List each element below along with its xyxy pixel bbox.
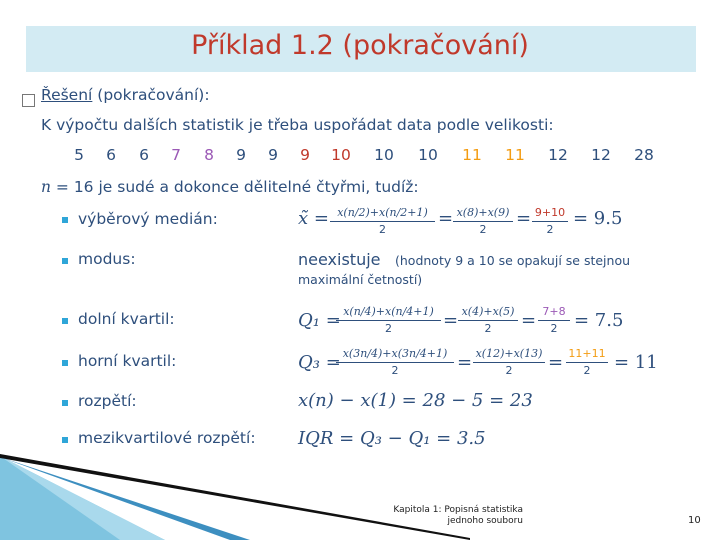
bullet-icon xyxy=(62,217,68,223)
q3-fraction-indices: x(12)+x(13) 2 xyxy=(473,347,545,377)
sorted-value: 7 xyxy=(171,146,181,164)
footer-swoosh xyxy=(0,440,720,540)
sorted-value: 10 xyxy=(331,146,351,164)
n-symbol: n xyxy=(41,178,51,196)
median-eq-2: = xyxy=(516,208,532,229)
range-label: rozpětí: xyxy=(78,392,137,410)
solution-heading xyxy=(41,86,210,104)
bullet-icon xyxy=(62,400,68,406)
iqr-label: mezikvartilové rozpětí: xyxy=(78,429,256,447)
q1-fraction-general: x(n/4)+x(n/4+1) 2 xyxy=(336,305,441,335)
median-symbol: x̃ = xyxy=(298,208,329,229)
bullet-icon xyxy=(62,318,68,324)
sorted-value: 9 xyxy=(300,146,310,164)
q3-eq-1: = xyxy=(457,352,473,373)
sorted-value: 9 xyxy=(268,146,278,164)
median-fraction-values: 9+10 2 xyxy=(532,206,568,236)
median-fraction-general: x(n/2)+x(n/2+1) 2 xyxy=(330,206,435,236)
mode-note-line1: (hodnoty 9 a 10 se opakují se stejnou xyxy=(395,253,631,268)
n-equals: = 16 xyxy=(50,178,99,196)
sorted-value: 9 xyxy=(236,146,246,164)
median-label: výběrový medián: xyxy=(78,210,218,228)
sorted-value: 6 xyxy=(106,146,116,164)
mode-value: neexistuje xyxy=(298,250,381,269)
q3-fraction-values: 11+11 2 xyxy=(566,347,608,377)
median-eq-1: = xyxy=(438,208,454,229)
median-fraction-indices: x(8)+x(9) 2 xyxy=(453,206,513,236)
sorted-value: 28 xyxy=(634,146,654,164)
n-line xyxy=(41,178,419,196)
page-number: 10 xyxy=(688,515,701,526)
sorted-value: 12 xyxy=(591,146,611,164)
sorted-value: 5 xyxy=(74,146,84,164)
checkbox-bullet-icon xyxy=(22,94,35,107)
sorted-value: 10 xyxy=(418,146,438,164)
slide-title: Příklad 1.2 (pokračování) xyxy=(191,30,529,61)
sorted-value: 11 xyxy=(462,146,482,164)
sorted-value: 6 xyxy=(139,146,149,164)
q1-symbol: Q₁ = xyxy=(298,310,341,331)
q1-fraction-indices: x(4)+x(5) 2 xyxy=(458,305,518,335)
solution-heading-underlined: Řešení xyxy=(41,86,93,104)
q3-label: horní kvartil: xyxy=(78,352,177,370)
q3-symbol: Q₃ = xyxy=(298,352,341,373)
median-result: = 9.5 xyxy=(573,208,623,229)
range-formula: x(n) − x(1) = 28 − 5 = 23 xyxy=(298,390,533,411)
mode-note-line2: maximální četností) xyxy=(298,272,423,287)
sorted-value: 8 xyxy=(204,146,214,164)
sorted-value: 10 xyxy=(374,146,394,164)
q1-label: dolní kvartil: xyxy=(78,310,175,328)
intro-text: K výpočtu dalších statistik je třeba uspořádat data podle velikosti: xyxy=(41,116,554,134)
sorted-value: 11 xyxy=(505,146,525,164)
bullet-icon xyxy=(62,360,68,366)
sorted-value: 12 xyxy=(548,146,568,164)
n-line-text: je sudé a dokonce dělitelné čtyřmi, tudíž: xyxy=(98,178,419,196)
solution-heading-rest: (pokračování): xyxy=(92,86,210,104)
footer-chapter: Kapitola 1: Popisná statistika jednoho souboru xyxy=(393,505,523,526)
q3-result: = 11 xyxy=(614,352,658,373)
q1-eq-2: = xyxy=(521,310,537,331)
q3-fraction-general: x(3n/4)+x(3n/4+1) 2 xyxy=(336,347,454,377)
mode-label: modus: xyxy=(78,250,136,268)
q1-fraction-values: 7+8 2 xyxy=(538,305,570,335)
q1-eq-1: = xyxy=(443,310,459,331)
q3-eq-2: = xyxy=(548,352,564,373)
iqr-formula: IQR = Q₃ − Q₁ = 3.5 xyxy=(298,428,486,449)
q1-result: = 7.5 xyxy=(574,310,624,331)
bullet-icon xyxy=(62,258,68,264)
